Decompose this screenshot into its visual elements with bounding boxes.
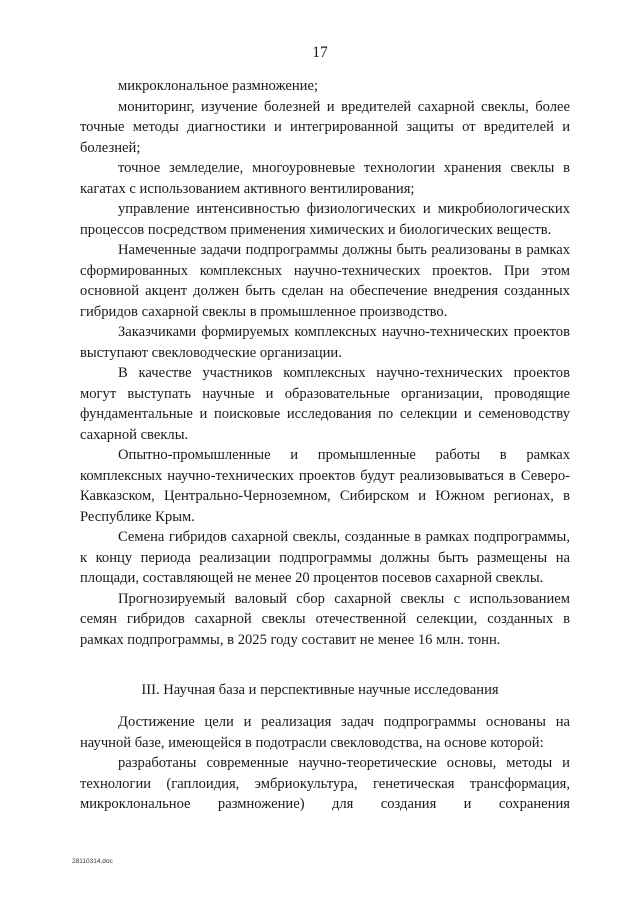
paragraph: разработаны современные научно-теоретические основы, методы и технологии (гаплоидия, эмбриокультура, генетическая трансформация, микроклональное размножение) для создания и сохранения: [80, 755, 570, 812]
paragraph: управление интенсивностью физиологических и микробиологических процессов посредством применения химических и биологических веществ.: [80, 201, 570, 238]
section-heading: III. Научная база и перспективные научные исследования: [141, 682, 499, 698]
paragraph: микроклональное размножение;: [118, 78, 318, 94]
body-text: [80, 76, 570, 650]
paragraph: В качестве участников комплексных научно-технических проектов могут выступать научные и образовательные организации, проводящие фундаментальные и поисковые исследования по селекции и семеноводству сахарной свеклы.: [80, 365, 570, 443]
body-text-continued: [80, 712, 570, 815]
footer-doc-code: 28110314.doc: [72, 858, 113, 865]
paragraph: Намеченные задачи подпрограммы должны быть реализованы в рамках сформированных комплексных научно-технических проектов. При этом основной акцент должен быть сделан на обеспечение внедрения созданных гибридов сахарной свеклы в промышленное производство.: [80, 242, 570, 320]
paragraph: Опытно-промышленные и промышленные работы в рамках комплексных научно-технических проектов будут реализовываться в Северо-Кавказском, Центрально-Черноземном, Сибирском и Южном регионах, в Республике Крым.: [80, 447, 570, 525]
paragraph: точное земледелие, многоуровневые технологии хранения свеклы в кагатах с использованием активного вентилирования;: [80, 160, 570, 197]
paragraph: Семена гибридов сахарной свеклы, созданные в рамках подпрограммы, к концу периода реализации подпрограммы должны быть размещены на площади, составляющей не менее 20 процентов посевов сахарной свеклы.: [80, 529, 570, 586]
paragraph: Заказчиками формируемых комплексных научно-технических проектов выступают свекловодческие организации.: [80, 324, 570, 361]
paragraph: Достижение цели и реализация задач подпрограммы основаны на научной базе, имеющейся в подотрасли свекловодства, на основе которой:: [80, 714, 570, 751]
paragraph: мониторинг, изучение болезней и вредителей сахарной свеклы, более точные методы диагностики и интегрированной защиты от вредителей и болезней;: [80, 98, 570, 156]
paragraph: Прогнозируемый валовый сбор сахарной свеклы с использованием семян гибридов сахарной свеклы отечественной селекции, созданных в рамках подпрограммы, в 2025 году составит не менее 16 млн. тонн.: [80, 590, 570, 648]
page-number: 17: [312, 44, 328, 61]
